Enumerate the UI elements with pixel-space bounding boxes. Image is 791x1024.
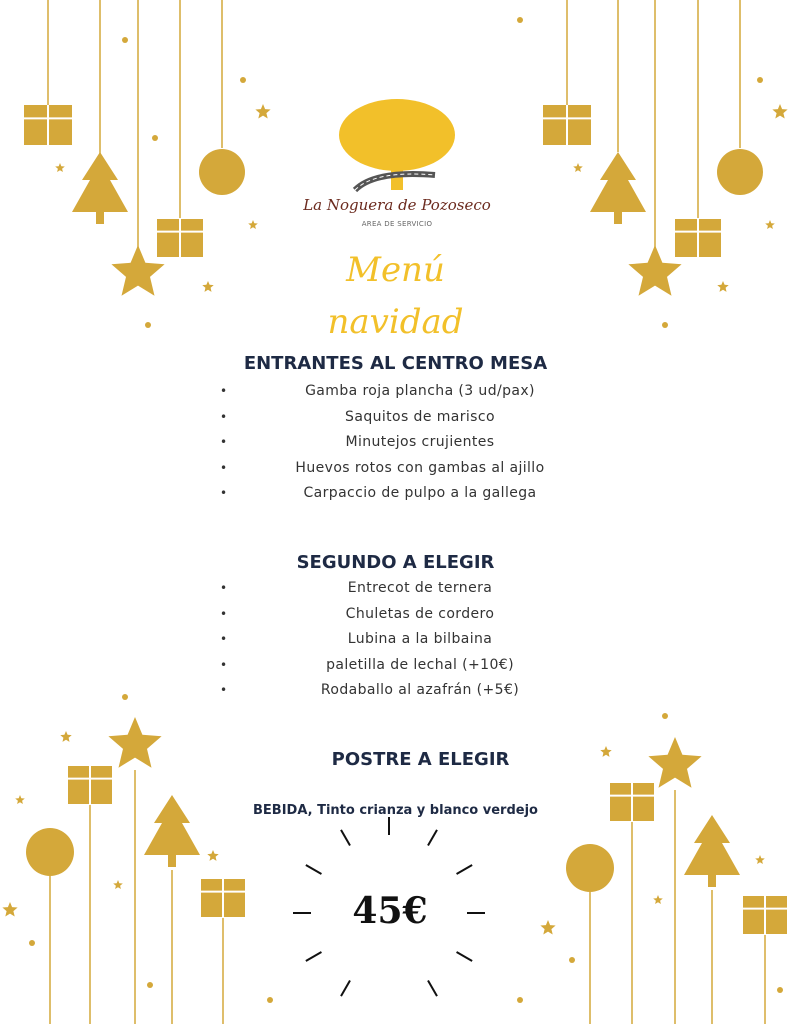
list-item: • Gamba roja plancha (3 ud/pax) — [220, 383, 535, 399]
drinks-line: BEBIDA, Tinto crianza y blanco verdejo — [253, 803, 538, 818]
dot — [267, 997, 273, 1003]
logo-name: La Noguera de Pozoseco — [303, 196, 491, 214]
title-navidad: navidad — [327, 302, 464, 342]
dot — [517, 997, 523, 1003]
clock-tick — [428, 830, 437, 846]
dot — [777, 987, 783, 993]
star-icon — [772, 104, 787, 119]
star-icon — [2, 902, 17, 917]
dot — [122, 694, 128, 700]
tree-icon — [684, 815, 740, 875]
dot — [29, 940, 35, 946]
tree-trunk — [708, 875, 716, 887]
dot — [517, 17, 523, 23]
star-icon — [540, 920, 555, 935]
tree-trunk — [168, 855, 176, 867]
dot — [757, 77, 763, 83]
tree-logo-icon — [335, 95, 460, 195]
ornament-ball-icon — [566, 844, 614, 892]
dot — [122, 37, 128, 43]
dot — [662, 713, 668, 719]
list-item: • Chuletas de cordero — [220, 605, 495, 622]
dot — [240, 77, 246, 83]
clock-tick — [428, 981, 437, 997]
star-icon — [765, 220, 775, 229]
clock-tick — [306, 865, 322, 874]
ornament-ball-icon — [26, 828, 74, 876]
dot — [152, 135, 158, 141]
title-menu: Menú — [346, 250, 445, 290]
tree-trunk — [96, 212, 104, 224]
clock-tick — [457, 952, 473, 961]
star-icon — [755, 855, 765, 864]
list-item: • Entrecot de ternera — [220, 580, 493, 596]
list-item: • Lubina a la bilbaina — [220, 631, 493, 647]
clock-tick — [457, 865, 473, 874]
list-item: • Saquitos de marisco — [220, 408, 495, 425]
list-item: • Huevos rotos con gambas al ajillo — [220, 459, 545, 476]
entrantes-list — [210, 383, 630, 511]
clock-tick — [341, 830, 350, 846]
ornament-ball-icon — [199, 149, 245, 195]
list-item: • Rodaballo al azafrán (+5€) — [220, 682, 520, 698]
logo-subtitle: AREA DE SERVICIO — [361, 220, 433, 228]
segundo-list — [210, 580, 630, 708]
price: 45€ — [352, 890, 428, 932]
star-icon — [60, 731, 71, 742]
section-heading-postre: POSTRE A ELEGIR — [331, 749, 510, 770]
clock-tick — [341, 981, 350, 997]
list-item: • Minutejos crujientes — [220, 434, 495, 450]
ornament-ball-icon — [717, 149, 763, 195]
tree-icon — [590, 152, 646, 212]
star-icon — [55, 163, 65, 172]
list-item: • Carpaccio de pulpo a la gallega — [220, 485, 537, 501]
star-icon — [653, 895, 663, 904]
dot — [569, 957, 575, 963]
star-icon — [255, 104, 270, 119]
list-item: • paletilla de lechal (+10€) — [220, 656, 514, 673]
star-icon — [113, 880, 123, 889]
star-icon — [207, 850, 218, 861]
tree-icon — [72, 152, 128, 212]
tree-trunk — [614, 212, 622, 224]
section-heading-entrantes: ENTRANTES AL CENTRO MESA — [243, 353, 548, 374]
section-heading-segundo: SEGUNDO A ELEGIR — [296, 552, 495, 573]
clock-tick — [306, 952, 322, 961]
star-icon — [248, 220, 258, 229]
star-icon — [573, 163, 583, 172]
dot — [147, 982, 153, 988]
